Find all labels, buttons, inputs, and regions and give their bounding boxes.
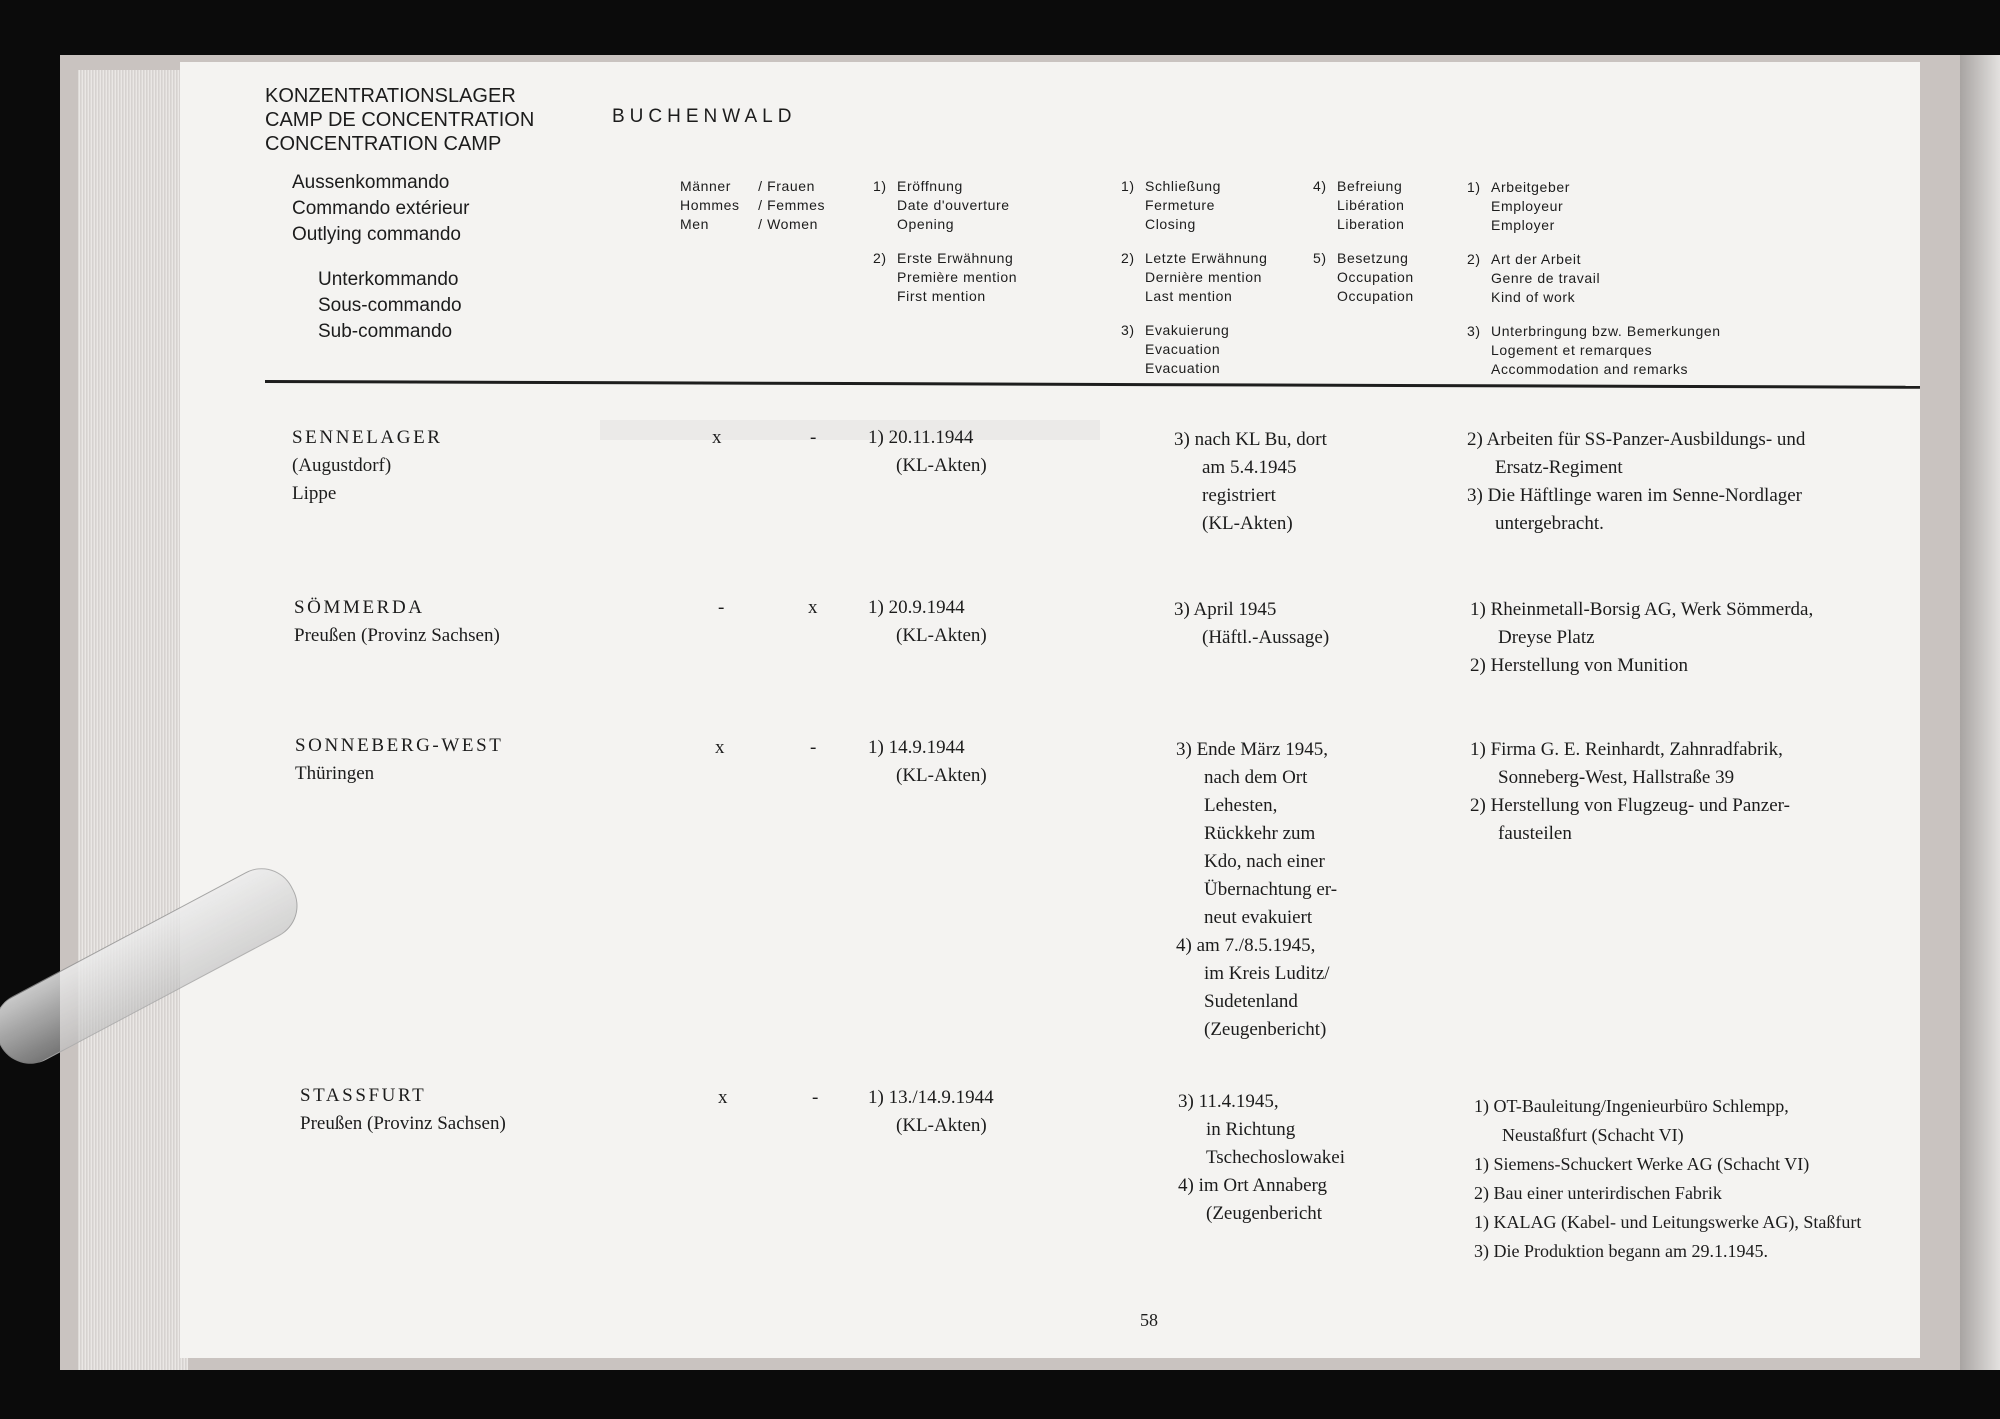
header-line: Logement et remarques bbox=[1491, 342, 1653, 358]
opening-line: 1) 14.9.1944 bbox=[868, 737, 965, 758]
closing-line: 3) Ende März 1945, bbox=[1176, 739, 1328, 760]
commando-region: Preußen (Provinz Sachsen) bbox=[300, 1113, 506, 1134]
closing-line: im Kreis Luditz/ bbox=[1204, 963, 1330, 984]
camp-name: BUCHENWALD bbox=[612, 106, 797, 127]
heading-line-fr: CAMP DE CONCENTRATION bbox=[265, 109, 535, 131]
work-line: 1) KALAG (Kabel- und Leitungswerke AG), Staßfurt bbox=[1474, 1212, 1862, 1232]
page-number: 58 bbox=[1140, 1310, 1158, 1330]
header-line: Evacuation bbox=[1145, 360, 1221, 376]
header-line: Last mention bbox=[1145, 288, 1233, 304]
men-mark: x bbox=[712, 427, 722, 448]
work-line: 1) Siemens-Schuckert Werke AG (Schacht VI) bbox=[1474, 1154, 1810, 1174]
sub-commando-heading bbox=[318, 267, 462, 345]
header-line: Date d'ouverture bbox=[897, 197, 1010, 213]
closing-column-header bbox=[1121, 177, 1267, 378]
work-line: 3) Die Häftlinge waren im Senne-Nordlager bbox=[1467, 485, 1803, 506]
header-line: Eröffnung bbox=[897, 178, 963, 194]
sub-line-fr: Sous-commando bbox=[318, 295, 462, 316]
page-edges bbox=[78, 70, 188, 1370]
closing-line: 3) April 1945 bbox=[1174, 599, 1277, 620]
closing-line: Rückkehr zum bbox=[1204, 823, 1316, 844]
closing-line: (Zeugenbericht) bbox=[1204, 1019, 1327, 1040]
men-mark: - bbox=[718, 597, 725, 618]
header-line: Employeur bbox=[1491, 198, 1564, 214]
sub-line-en: Sub-commando bbox=[318, 321, 453, 342]
closing-line: Lehesten, bbox=[1204, 795, 1278, 816]
show-through-bleed bbox=[600, 420, 1100, 440]
closing-line: am 5.4.1945 bbox=[1202, 457, 1297, 478]
heading-line-en: CONCENTRATION CAMP bbox=[265, 133, 502, 155]
header-line: Unterbringung bzw. Bemerkungen bbox=[1491, 323, 1721, 339]
header-line: Kind of work bbox=[1491, 289, 1576, 305]
closing-line: in Richtung bbox=[1206, 1119, 1296, 1140]
header-line: First mention bbox=[897, 288, 986, 304]
closing-line: Sudetenland bbox=[1204, 991, 1298, 1012]
header-line: Employer bbox=[1491, 217, 1555, 233]
closing-line: 4) im Ort Annaberg bbox=[1178, 1175, 1327, 1196]
header-number: 5) bbox=[1313, 250, 1327, 266]
work-line: 3) Die Produktion begann am 29.1.1945. bbox=[1474, 1241, 1768, 1261]
work-line: fausteilen bbox=[1498, 823, 1572, 844]
header-line: Occupation bbox=[1337, 269, 1414, 285]
header-line: Accommodation and remarks bbox=[1491, 361, 1689, 377]
commando-region: Preußen (Provinz Sachsen) bbox=[294, 625, 500, 646]
women-label-de: / Frauen bbox=[758, 178, 816, 194]
opening-line: 1) 13./14.9.1944 bbox=[868, 1087, 994, 1108]
women-label-en: / Women bbox=[758, 216, 819, 232]
outlying-commando-heading bbox=[292, 170, 469, 248]
header-number: 1) bbox=[1121, 178, 1135, 194]
work-line: Dreyse Platz bbox=[1498, 627, 1595, 648]
work-line: 2) Herstellung von Munition bbox=[1470, 655, 1688, 676]
women-mark: - bbox=[810, 427, 817, 448]
outlying-line-de: Aussenkommando bbox=[292, 172, 450, 193]
closing-line: 3) nach KL Bu, dort bbox=[1174, 429, 1327, 450]
work-line: 1) Rheinmetall-Borsig AG, Werk Sömmerda, bbox=[1470, 599, 1814, 620]
header-line: Genre de travail bbox=[1491, 270, 1601, 286]
commando-name: SÖMMERDA bbox=[294, 597, 425, 618]
header-line: Fermeture bbox=[1145, 197, 1215, 213]
men-label-en: Men bbox=[680, 216, 710, 232]
men-label-de: Männer bbox=[680, 178, 732, 194]
work-line: 2) Herstellung von Flugzeug- und Panzer- bbox=[1470, 795, 1790, 816]
header-line: Erste Erwähnung bbox=[897, 250, 1014, 266]
liberation-column-header bbox=[1313, 177, 1414, 306]
outlying-line-fr: Commando extérieur bbox=[292, 198, 470, 219]
header-line: Evacuation bbox=[1145, 341, 1221, 357]
header-number: 2) bbox=[873, 250, 887, 266]
header-line: Evakuierung bbox=[1145, 322, 1230, 338]
outlying-line-en: Outlying commando bbox=[292, 224, 461, 245]
men-mark: x bbox=[715, 737, 725, 758]
closing-line: 3) 11.4.1945, bbox=[1178, 1091, 1279, 1112]
opening-line: 1) 20.11.1944 bbox=[868, 427, 974, 448]
header-line: Première mention bbox=[897, 269, 1018, 285]
closing-line: nach dem Ort bbox=[1204, 767, 1308, 788]
closing-line: Übernachtung er- bbox=[1204, 879, 1338, 900]
header-line: Letzte Erwähnung bbox=[1145, 250, 1268, 266]
opening-line: (KL-Akten) bbox=[896, 625, 987, 646]
work-line: Ersatz-Regiment bbox=[1495, 457, 1623, 478]
header-number: 1) bbox=[873, 178, 887, 194]
header-line: Occupation bbox=[1337, 288, 1414, 304]
opening-column-header bbox=[873, 177, 1017, 306]
commando-name: STASSFURT bbox=[300, 1085, 427, 1106]
closing-line: (KL-Akten) bbox=[1202, 513, 1293, 534]
header-line: Schließung bbox=[1145, 178, 1222, 194]
commando-region: (Augustdorf) bbox=[292, 455, 392, 476]
header-number: 4) bbox=[1313, 178, 1327, 194]
opening-line: 1) 20.9.1944 bbox=[868, 597, 965, 618]
header-line: Closing bbox=[1145, 216, 1196, 232]
header-number: 3) bbox=[1467, 323, 1481, 339]
header-line: Opening bbox=[897, 216, 955, 232]
sub-line-de: Unterkommando bbox=[318, 269, 459, 290]
header-line: Liberation bbox=[1337, 216, 1405, 232]
women-mark: x bbox=[808, 597, 818, 618]
closing-line: Tschechoslowakei bbox=[1206, 1147, 1346, 1168]
commando-region: Thüringen bbox=[295, 763, 375, 784]
closing-line: 4) am 7./8.5.1945, bbox=[1176, 935, 1316, 956]
heading-line-de: KONZENTRATIONSLAGER bbox=[265, 85, 516, 107]
women-mark: - bbox=[812, 1087, 819, 1108]
header-line: Art der Arbeit bbox=[1491, 251, 1582, 267]
camp-type-heading bbox=[265, 84, 534, 156]
header-line: Besetzung bbox=[1337, 250, 1409, 266]
book-gutter bbox=[1960, 55, 2000, 1370]
work-line: 1) OT-Bauleitung/Ingenieurbüro Schlempp, bbox=[1474, 1096, 1789, 1116]
opening-line: (KL-Akten) bbox=[896, 455, 987, 476]
header-line: Arbeitgeber bbox=[1491, 179, 1570, 195]
opening-line: (KL-Akten) bbox=[896, 1115, 987, 1136]
men-mark: x bbox=[718, 1087, 728, 1108]
header-line: Dernière mention bbox=[1145, 269, 1262, 285]
commando-region: Lippe bbox=[292, 483, 337, 504]
work-line: 2) Bau einer unterirdischen Fabrik bbox=[1474, 1183, 1722, 1203]
closing-line: Kdo, nach einer bbox=[1204, 851, 1325, 872]
commando-name: SENNELAGER bbox=[292, 427, 443, 448]
commando-name: SONNEBERG-WEST bbox=[295, 735, 504, 756]
work-line: 2) Arbeiten für SS-Panzer-Ausbildungs- und bbox=[1467, 429, 1806, 450]
closing-line: (Häftl.-Aussage) bbox=[1202, 627, 1330, 648]
closing-line: (Zeugenbericht bbox=[1206, 1203, 1323, 1224]
work-line: Neustaßfurt (Schacht VI) bbox=[1502, 1125, 1684, 1145]
closing-line: neut evakuiert bbox=[1204, 907, 1313, 928]
header-number: 1) bbox=[1467, 179, 1481, 195]
closing-line: registriert bbox=[1202, 485, 1276, 506]
women-label-fr: / Femmes bbox=[758, 197, 826, 213]
work-line: 1) Firma G. E. Reinhardt, Zahnradfabrik, bbox=[1470, 739, 1783, 760]
work-line: Sonneberg-West, Hallstraße 39 bbox=[1498, 767, 1735, 788]
header-line: Libération bbox=[1337, 197, 1405, 213]
employer-column-header bbox=[1467, 178, 1721, 379]
men-label-fr: Hommes bbox=[680, 197, 740, 213]
opening-line: (KL-Akten) bbox=[896, 765, 987, 786]
women-mark: - bbox=[810, 737, 817, 758]
gender-column-header bbox=[680, 177, 825, 234]
work-line: untergebracht. bbox=[1495, 513, 1604, 534]
header-line: Befreiung bbox=[1337, 178, 1403, 194]
header-number: 3) bbox=[1121, 322, 1135, 338]
header-number: 2) bbox=[1121, 250, 1135, 266]
header-number: 2) bbox=[1467, 251, 1481, 267]
